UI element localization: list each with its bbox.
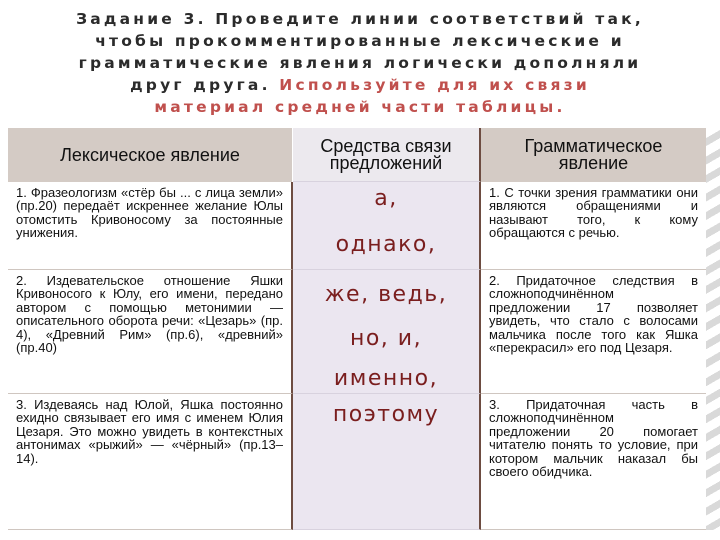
grammatical-item-2-text: 2. Придаточное следствия в сложноподчинённом предложении 17 позволяет увидеть, что стало с волосами мальчика после того как Яшка «перекрасил» его под Цезаря. <box>489 273 698 356</box>
connector-zhe-ved[interactable]: же, ведь, <box>324 282 448 307</box>
grammatical-item-1[interactable] <box>481 182 706 270</box>
title-line-1: Задание 3. Проведите линии соответствий так, <box>76 10 644 28</box>
connector-no-i[interactable]: но, и, <box>349 326 423 351</box>
lexical-item-1-text: 1. Фразеологизм «стёр бы ... с лица земли» (пр.20) передаёт искреннее желание Юлы отомстить Кривоносому за постоянные унижения. <box>16 185 283 241</box>
connectors-group-2 <box>293 270 481 394</box>
connectors-group-3 <box>293 394 481 530</box>
grammatical-item-3-text: 3. Придаточная часть в сложноподчинённом предложении 20 помогает читателю понять то условие, при котором мальчик наказал бы своего обидчика. <box>489 397 698 480</box>
title-line-5: материал средней части таблицы. <box>154 98 566 116</box>
task-title <box>20 8 700 118</box>
header-lexical: Лексическое явление <box>8 128 293 182</box>
lexical-item-2[interactable] <box>8 270 293 394</box>
lexical-item-3[interactable] <box>8 394 293 530</box>
title-line-4-accent: Используйте для их связи <box>279 76 590 94</box>
matching-table <box>8 128 706 530</box>
connectors-group-1 <box>293 182 481 270</box>
lexical-item-3-text: 3. Издеваясь над Юлой, Яшка постоянно ехидно связывает его имя с именем Юлия Цезаря. Это можно увидеть в контекстных антонимах «рыжий» — «чёрный» (пр.13–14). <box>16 397 283 466</box>
title-line-4-plain: друг друга. <box>130 76 280 94</box>
connector-odnako[interactable]: однако, <box>335 232 437 257</box>
title-line-4 <box>20 74 700 96</box>
header-grammatical: Грамматическое явление <box>481 128 706 182</box>
grammatical-item-2[interactable] <box>481 270 706 394</box>
grammatical-item-1-text: 1. С точки зрения грамматики они являются обращениями и называют того, к кому обращаются с речью. <box>489 185 698 241</box>
header-means: Средства связи предложений <box>293 128 481 182</box>
title-line-3: грамматические явления логически дополняли <box>78 54 642 72</box>
title-line-2: чтобы прокомментированные лексические и <box>95 32 625 50</box>
connector-poetomu[interactable]: поэтому <box>332 402 440 427</box>
lexical-item-1[interactable] <box>8 182 293 270</box>
connector-a[interactable]: а, <box>374 186 398 211</box>
lexical-item-2-text: 2. Издевательское отношение Яшки Кривоносого к Юлу, его имени, передано автором с помощью метонимии — описательного оборота речи: «Цезарь» (пр. 4), «Древний Рим» (пр.6), «древний» (пр.40) <box>16 273 283 356</box>
connector-imenno[interactable]: именно, <box>333 366 439 391</box>
grammatical-item-3[interactable] <box>481 394 706 530</box>
